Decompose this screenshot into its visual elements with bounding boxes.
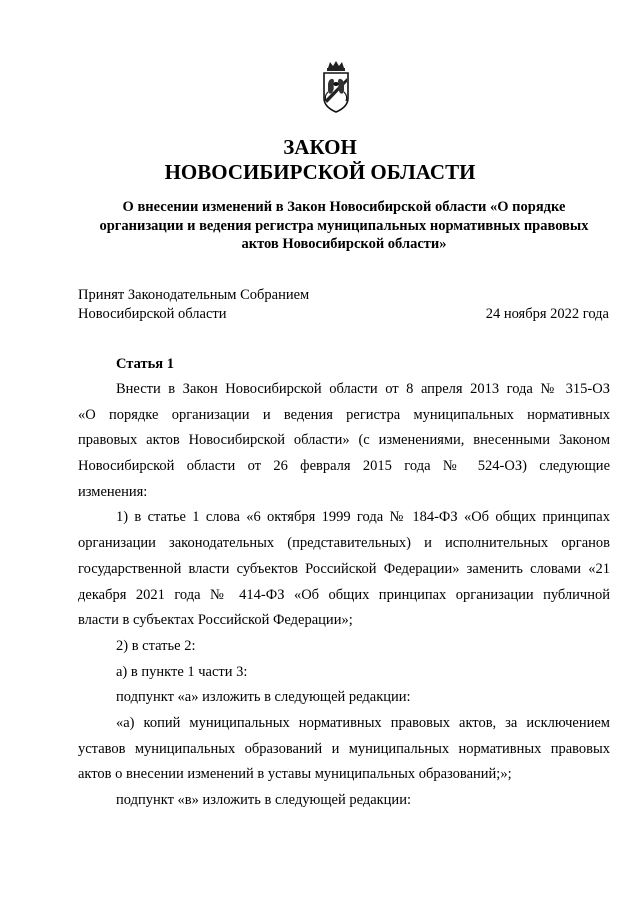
adoption-statement — [78, 286, 309, 324]
body-line: Внести в Закон Новосибирской области от 8 апреля 2013 года № 315-ОЗ — [116, 381, 610, 397]
subtitle-line: актов Новосибирской области» — [241, 236, 447, 252]
subtitle-line: организации и ведения регистра муниципальных нормативных правовых — [99, 217, 589, 234]
novosibirsk-coat-of-arms-icon — [316, 60, 356, 114]
law-title-line2: НОВОСИБИРСКОЙ ОБЛАСТИ — [164, 160, 476, 184]
body-line: подпункт «а» изложить в следующей редакции: — [116, 689, 411, 706]
body-line: «а) копий муниципальных нормативных правовых актов, за исключением — [116, 714, 610, 731]
adoption-date: 24 ноября 2022 года — [485, 306, 609, 322]
body-line: 1) в статье 1 слова «6 октября 1999 года № 184-ФЗ «Об общих принципах — [116, 509, 610, 526]
article-heading: Статья 1 — [116, 356, 174, 372]
body-line: 2) в статье 2: — [116, 637, 196, 654]
article-body — [78, 377, 610, 814]
body-line: «О порядке организации и ведения регистра муниципальных нормативных — [78, 406, 610, 423]
body-line: власти в субъектах Российской Федерации»; — [78, 612, 353, 629]
law-title-line1: ЗАКОН — [283, 135, 357, 159]
body-line: подпункт «в» изложить в следующей редакции: — [116, 792, 411, 808]
body-line: Новосибирской области от 26 февраля 2015 года № 524-ОЗ) следующие — [78, 458, 610, 475]
adoption-line2: Новосибирской области — [78, 306, 227, 322]
body-line: организации законодательных (представительных) и исполнительных органов — [78, 535, 610, 552]
body-line: государственной власти субъектов Российской Федерации» заменить словами «21 — [78, 560, 610, 577]
body-line: изменения: — [78, 483, 148, 500]
law-subtitle — [78, 198, 610, 254]
body-line: актов о внесении изменений в уставы муниципальных образований;»; — [78, 766, 512, 783]
body-line: а) в пункте 1 части 3: — [116, 663, 248, 680]
body-line: уставов муниципальных образований и муниципальных нормативных правовых — [78, 740, 610, 757]
adoption-line1: Принят Законодательным Собранием — [78, 287, 310, 303]
subtitle-line: О внесении изменений в Закон Новосибирской области «О порядке — [122, 199, 566, 215]
body-line: правовых актов Новосибирской области» (с изменениями, внесенными Законом — [78, 432, 610, 449]
body-line: декабря 2021 года № 414-ФЗ «Об общих принципах организации публичной — [78, 586, 610, 603]
